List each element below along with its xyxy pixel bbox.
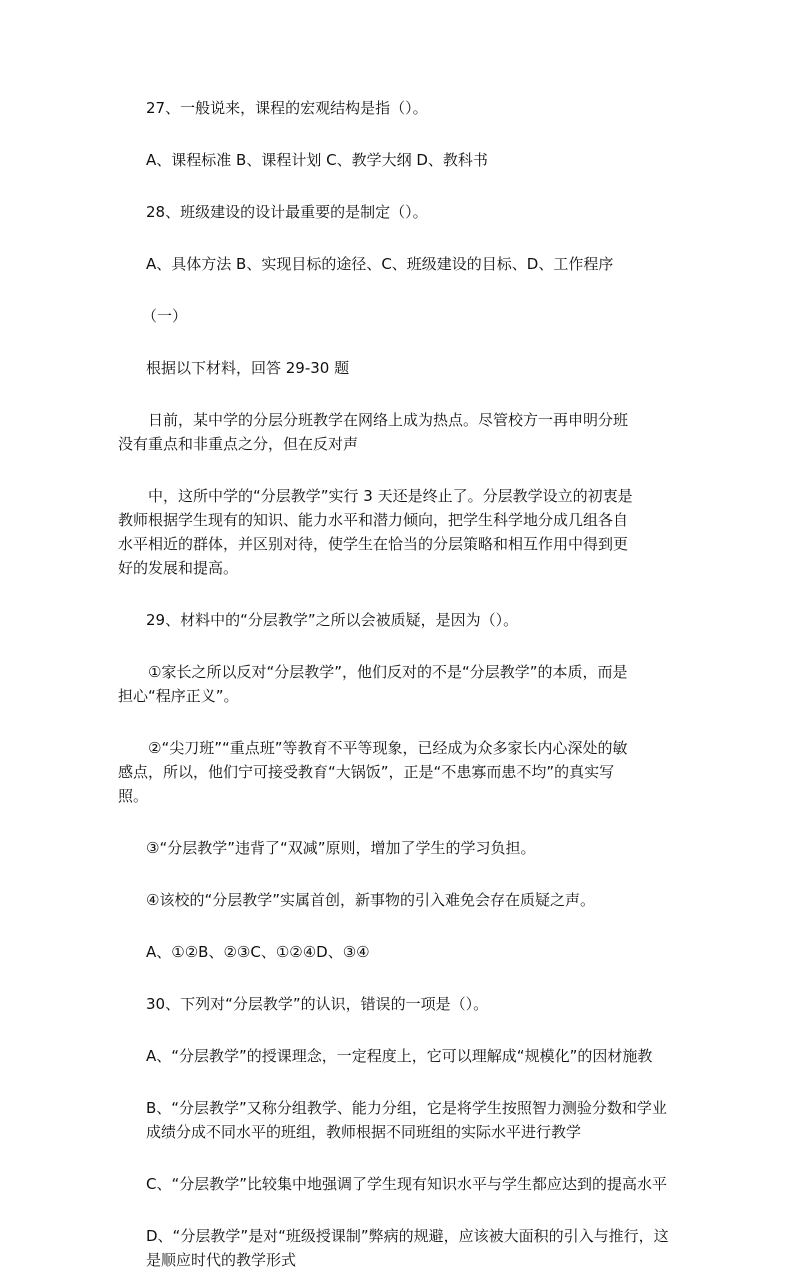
question-27-options: A、课程标准 B、课程计划 C、教学大纲 D、教科书	[146, 151, 488, 169]
material-paragraph-2: 中，这所中学的“分层教学”实行 3 天还是终止了。分层教学设立的初衷是教师根据学生现有的知识、能力水平和潜力倾向，把学生科学地分成几组各自水平相近的群体，并区别对待，使学生在恰当的分层策略和相互作用中得到更好的发展和提高。	[118, 487, 633, 577]
question-28: 28、班级建设的设计最重要的是制定（）。	[146, 203, 428, 221]
material-paragraph-1: 日前，某中学的分层分班教学在网络上成为热点。尽管校方一再申明分班没有重点和非重点之分，但在反对声	[118, 411, 629, 453]
question-30-option-b: B、“分层教学”又称分组教学、能力分组，它是将学生按照智力测验分数和学业成绩分成不同水平的班组，教师根据不同班组的实际水平进行教学	[146, 1099, 667, 1141]
question-30-option-a: A、“分层教学”的授课理念，一定程度上，它可以理解成“规模化”的因材施教	[146, 1047, 653, 1065]
question-29-statement-2: ②“尖刀班”“重点班”等教育不平等现象，已经成为众多家长内心深处的敏感点，所以，他们宁可接受教育“大锅饭”，正是“不患寡而患不均”的真实写照。	[118, 739, 628, 805]
question-30-option-c: C、“分层教学”比较集中地强调了学生现有知识水平与学生都应达到的提高水平	[146, 1175, 668, 1193]
section-label: （一）	[142, 307, 188, 325]
question-29-statement-3: ③“分层教学”违背了“双减”原则，增加了学生的学习负担。	[146, 839, 536, 857]
question-29-statement-1: ①家长之所以反对“分层教学”，他们反对的不是“分层教学”的本质，而是担心“程序正义”。	[118, 663, 628, 705]
question-29-options: A、①②B、②③C、①②④D、③④	[146, 943, 370, 961]
question-27: 27、一般说来，课程的宏观结构是指（）。	[146, 99, 428, 117]
question-30-option-d: D、“分层教学”是对“班级授课制”弊病的规避，应该被大面积的引入与推行，这是顺应时代的教学形式	[146, 1227, 669, 1269]
question-30: 30、下列对“分层教学”的认识，错误的一项是（）。	[146, 995, 489, 1013]
question-29: 29、材料中的“分层教学”之所以会被质疑，是因为（）。	[146, 611, 519, 629]
document-content	[118, 96, 670, 1272]
question-29-statement-4: ④该校的“分层教学”实属首创，新事物的引入难免会存在质疑之声。	[146, 891, 595, 909]
question-28-options: A、具体方法 B、实现目标的途径、C、班级建设的目标、D、工作程序	[146, 255, 614, 273]
material-instruction: 根据以下材料，回答 29-30 题	[146, 359, 350, 377]
